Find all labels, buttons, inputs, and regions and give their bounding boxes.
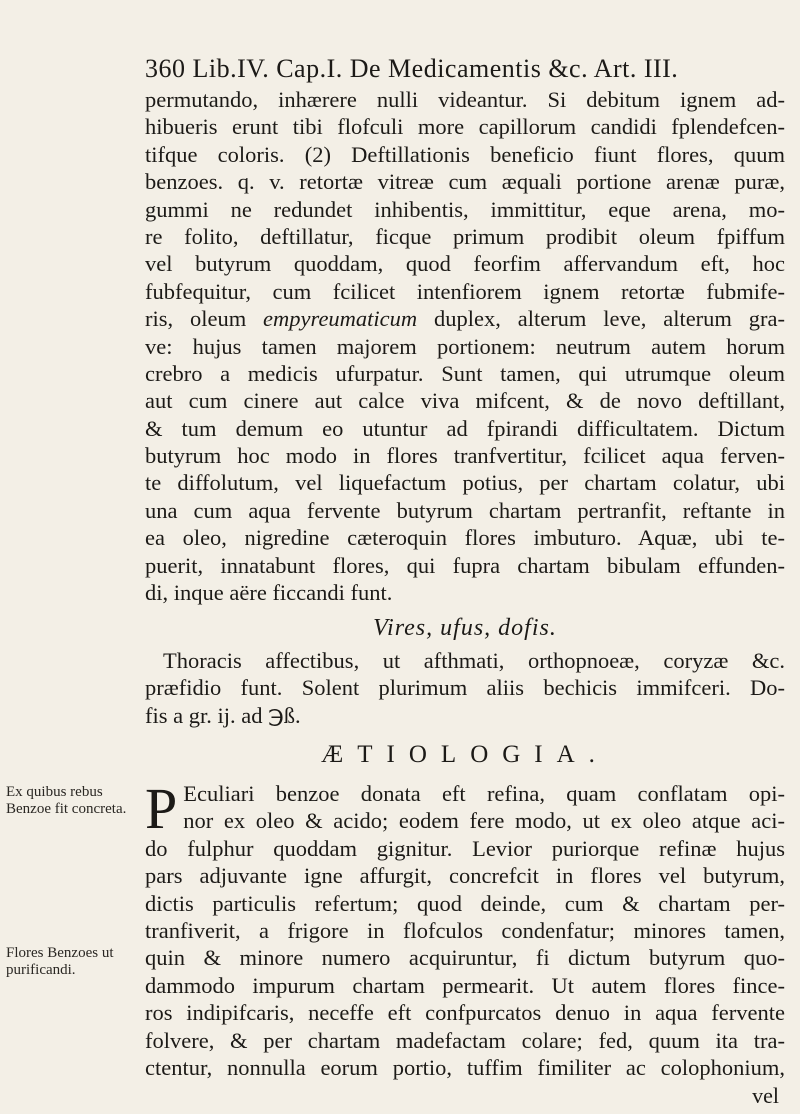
body-text-top — [145, 86, 785, 606]
text-line: Eculiari benzoe donata eft refina, quam conflatam opi- — [183, 781, 785, 806]
text-line: pars adjuvante igne affurgit, concrefcit in flores vel butyrum, — [145, 863, 785, 889]
aetiologia-text — [145, 776, 785, 1081]
margin-note-purification: Flores Benzoes ut purificandi. — [6, 945, 114, 978]
text-line: puerit, innatabunt flores, qui fupra chartam bibulam effunden- — [145, 552, 785, 578]
text-line-with-italic — [145, 305, 785, 332]
text-line: crebro a medicis ufurpatur. Sunt tamen, qui utrumque oleum — [145, 360, 785, 386]
margin-note-origin: Ex quibus rebus Benzoe fit concreta. — [6, 784, 127, 817]
text-line: hibueris erunt tibi flofculi more capillorum candidi fplendefcen- — [145, 114, 785, 140]
subheading-vires: Vires, ufus, dofis. — [373, 615, 557, 641]
drop-cap: P — [145, 776, 178, 841]
text-line: te diffolutum, vel liquefactum potius, per chartam colatur, ubi — [145, 470, 785, 496]
running-head: 360 Lib.IV. Cap.I. De Medicamentis &c. Art. III. — [145, 54, 679, 83]
text-line: benzoes. q. v. retortæ vitreæ cum æquali portione arenæ puræ, — [145, 169, 785, 195]
italic-term: empyreumaticum — [263, 306, 418, 332]
text-line: ctentur, nonnulla eorum portio, tuffim fimiliter ac colophonium, — [145, 1054, 785, 1080]
catchword-block — [145, 1084, 785, 1108]
text-line: butyrum hoc modo in flores tranfvertitur, fcilicet aqua ferven- — [145, 443, 785, 469]
text-line: do fulphur quoddam gignitur. Levior puriorque refinæ hujus — [145, 835, 785, 861]
text-line: aut cum cinere aut calce viva mifcent, & de novo deftillant, — [145, 388, 785, 414]
text-line: dammodo impurum chartam permearit. Ut autem flores fince- — [145, 972, 785, 998]
catchword: vel — [752, 1083, 779, 1108]
text-line: dictis particulis refertum; quod deinde, cum & chartam per- — [145, 890, 785, 916]
text-segment: ris, oleum — [145, 306, 264, 332]
text-line: nor ex oleo & acido; eodem fere modo, ut ex oleo atque aci- — [183, 808, 785, 834]
text-line: fubfequitur, cum fcilicet intenfiorem ignem retortæ fubmife- — [145, 278, 785, 304]
text-line: ve: hujus tamen majorem portionem: neutrum autem horum — [145, 333, 785, 359]
text-line: vel butyrum quoddam, quod feorfim affervandum eft, hoc — [145, 251, 785, 277]
text-segment: duplex, alterum leve, alterum gra- — [417, 306, 785, 332]
vires-text — [145, 647, 785, 729]
text-line: præfidio funt. Solent plurimum aliis bechicis immifceri. Do- — [145, 675, 785, 701]
text-line: tifque coloris. (2) Deftillationis beneficio fiunt flores, quum — [145, 141, 785, 167]
text-line: re folito, deftillatur, ficque primum prodibit oleum fpiffum — [145, 223, 785, 249]
text-line: & tum demum eo utuntur ad fpirandi difficultatem. Dictum — [145, 415, 785, 441]
text-line: gummi ne redundet inhibentis, immittitur, eque arena, mo- — [145, 196, 785, 222]
text-line: fis a gr. ij. ad ℈ß. — [145, 702, 301, 728]
text-line: quin & minore numero acquiruntur, fi dictum butyrum quo- — [145, 945, 785, 971]
section-heading-aetiologia: ÆTIOLOGIA. — [321, 741, 609, 768]
text-line: tranfiverit, a frigore in flofculos condenfatur; minores tamen, — [145, 917, 785, 943]
text-line: Thoracis affectibus, ut afthmati, orthopnoeæ, coryzæ &c. — [163, 648, 785, 673]
text-line: ros indipifcaris, neceffe eft confpurcatos denuo in aqua fervente — [145, 1000, 785, 1026]
text-line: una cum aqua fervente butyrum chartam pertranfit, reftante in — [145, 497, 785, 523]
text-line: permutando, inhærere nulli videantur. Si debitum ignem ad- — [145, 87, 785, 112]
text-line: ea oleo, nigredine cæteroquin flores imbuturo. Aquæ, ubi te- — [145, 525, 785, 551]
text-line: folvere, & per chartam madefactam colare; fed, quum ita tra- — [145, 1027, 785, 1053]
text-line: di, inque aëre ficcandi funt. — [145, 580, 393, 606]
